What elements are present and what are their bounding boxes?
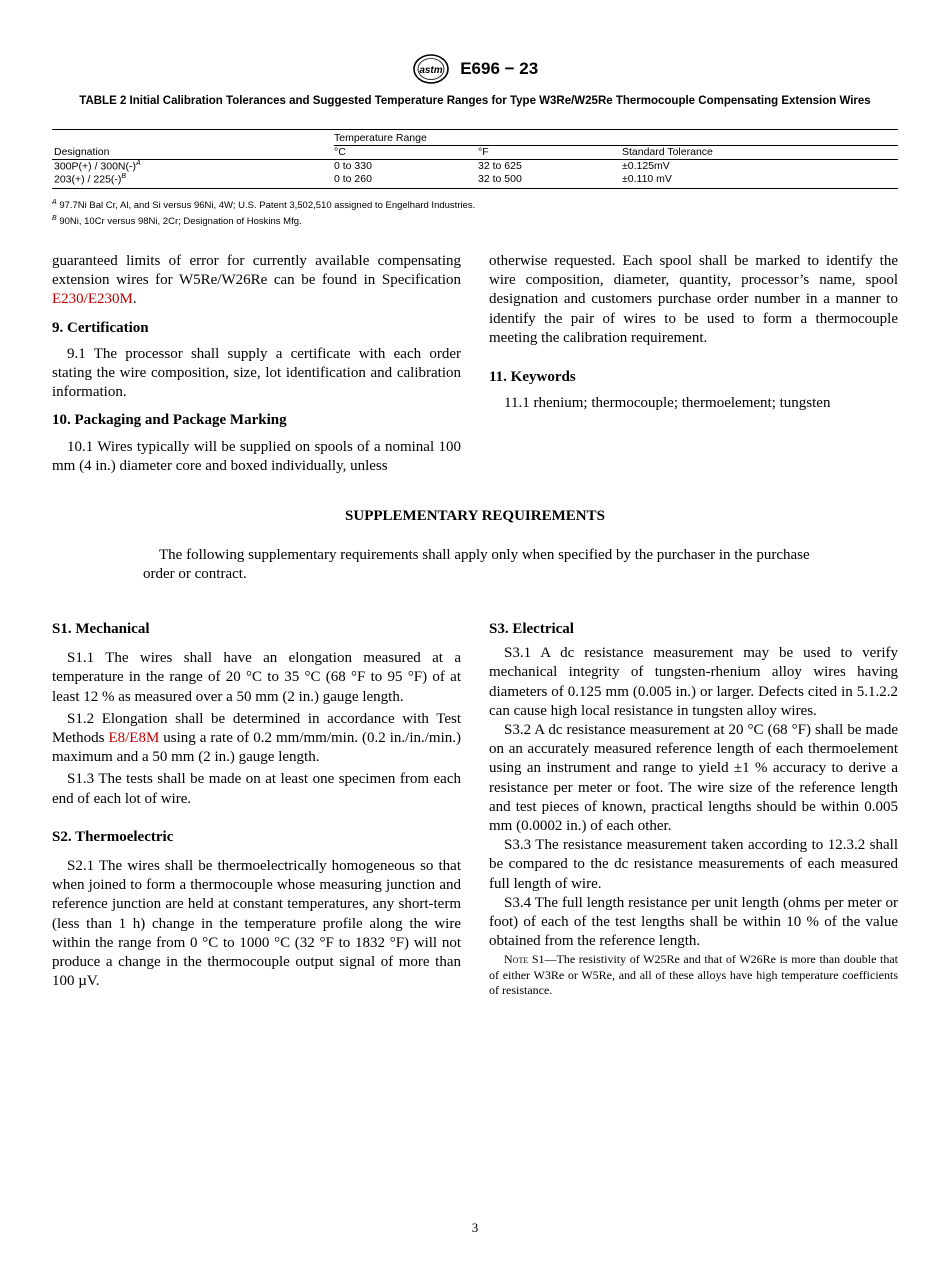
section-heading: S3. Electrical — [489, 621, 574, 637]
table-header-rule — [52, 159, 898, 160]
paragraph: S1.3 The tests shall be made on at least one specimen from each end of each lot of wire. — [52, 771, 461, 807]
section-heading: S1. Mechanical — [52, 621, 150, 637]
section-heading: 9. Certification — [52, 319, 149, 336]
calibration-table — [52, 129, 898, 191]
table-bottom-rule — [52, 188, 898, 189]
table-header-celsius: °C — [334, 146, 346, 158]
standard-designation: E696 − 23 — [460, 59, 539, 78]
right-column-lower — [489, 620, 898, 999]
table-cell: 32 to 625 — [478, 160, 522, 172]
table-header-tolerance: Standard Tolerance — [622, 146, 713, 158]
table-group-header: Temperature Range — [334, 132, 427, 144]
table-cell: 0 to 260 — [334, 173, 372, 185]
svg-text:astm: astm — [419, 65, 443, 76]
table-cell: 0 to 330 — [334, 160, 372, 172]
note-s1: Note S1—The resistivity of W25Re and that of W26Re is more than double that of either W3Re or W5Re, and all of these alloys have high temperature coefficients of resistance. — [489, 952, 899, 998]
page-number: 3 — [471, 1220, 479, 1235]
table-header-designation: Designation — [54, 146, 110, 158]
table-cell: ±0.125mV — [622, 160, 670, 172]
supplementary-intro: The following supplementary requirements shall apply only when specified by the purchaser in the purchase order or contract. — [143, 547, 810, 583]
group-header-rule — [334, 145, 898, 146]
paragraph: 10.1 Wires typically will be supplied on spools of a nominal 100 mm (4 in.) diameter core and boxed individually, unless — [52, 438, 461, 474]
paragraph: 11.1 rhenium; thermocouple; thermoelement; tungsten — [504, 395, 831, 412]
table-row-designation: $203(+) / 225(-)^B$ — [54, 173, 127, 186]
table-caption: TABLE 2 Initial Calibration Tolerances and Suggested Temperature Ranges for Type W3Re/W25Re Thermocouple Compensating Extension Wires — [79, 95, 871, 107]
table-cell: 32 to 500 — [478, 173, 522, 185]
table-footnotes — [52, 196, 898, 228]
right-column-upper — [489, 252, 898, 413]
section-heading: 10. Packaging and Package Marking — [52, 412, 287, 429]
section-heading: 11. Keywords — [489, 369, 576, 386]
left-column-lower — [52, 620, 461, 991]
paragraph: S2.1 The wires shall be thermoelectrically homogeneous so that when joined to form a thermocouple whose measuring junction and reference junction are held at constant temperatures, any short-term (less than 1 h) change in the temperature profile along the wire within the range from 0 °C to 1000 °C (32 °F to 1832 °F) will not produce a change in the thermocouple output signal of more than 100 µV. — [52, 858, 461, 990]
page-header — [0, 54, 950, 84]
paragraph: S3.1 A dc resistance measurement may be used to verify mechanical integrity of tungsten-rhenium alloy wires having diameters of 0.125 mm (0.005 in.) or larger. Defects cited in 5.1.2.2 can cause high local resistance in tungsten alloy wires. — [489, 645, 898, 719]
paragraph: guaranteed limits of error for currently available compensating extension wires for W5Re/W26Re can be found in Specification E230/E230M. — [52, 253, 461, 308]
section-heading: S2. Thermoelectric — [52, 828, 174, 845]
table-cell: ±0.110 mV — [622, 173, 672, 185]
footnote: $^B$ 90Ni, 10Cr versus 98Ni, 2Cr; Designation of Hoskins Mfg. — [52, 215, 302, 228]
astm-logo-icon — [412, 54, 450, 84]
table-row-designation: $300P(+) / 300N(-)^A$ — [54, 160, 141, 173]
e230-link[interactable]: E230/E230M — [52, 291, 133, 308]
paragraph: otherwise requested. Each spool shall be marked to identify the wire composition, diameter, quantity, processor’s name, spool designation and customers purchase order number in a manner to identify the pair of wires to be used to form a thermocouple meeting the calibration requirement. — [489, 253, 898, 346]
paragraph: S3.3 The resistance measurement taken according to 12.3.2 shall be compared to the dc resistance measurements of each measured full length of wire. — [489, 837, 898, 892]
paragraph: 9.1 The processor shall supply a certificate with each order stating the wire composition, size, lot identification and calibration information. — [52, 345, 461, 401]
paragraph: S1.2 Elongation shall be determined in accordance with Test Methods E8/E8M using a rate of 0.2 mm/mm/min. (0.2 in./in./min.) maximum and a 50 mm (2 in.) gauge length. — [52, 710, 461, 766]
paragraph: S3.2 A dc resistance measurement at 20 °C (68 °F) shall be made on an accurately measured reference length of each thermoelement using an instrument and range to yield ±1 % accuracy to derive a resistance per meter or foot. The wire size of the reference length and test pieces of known, practical lengths should be within 0.005 mm (0.0002 in.) of each other. — [489, 722, 898, 835]
footnote: $^A$ 97.7Ni Bal Cr, Al, and Si versus 96Ni, 4W; U.S. Patent 3,502,510 assigned to Engelhard Industries. — [52, 199, 476, 212]
table-top-rule — [52, 129, 898, 130]
e8-link[interactable]: E8/E8M — [108, 730, 160, 747]
left-column-upper — [52, 252, 461, 476]
table-header-fahrenheit: °F — [478, 146, 489, 158]
paragraph: S1.1 The wires shall have an elongation measured at a temperature in the range of 20 °C to 35 °C (68 °F to 95 °F) of at least 12 % as measured over a 50 mm (2 in.) gauge length. — [52, 650, 461, 705]
supplementary-title: SUPPLEMENTARY REQUIREMENTS — [345, 508, 605, 524]
paragraph: S3.4 The full length resistance per unit length (ohms per meter or foot) of each of the test lengths shall be within 10 % of the value obtained from the reference length. — [489, 894, 898, 950]
